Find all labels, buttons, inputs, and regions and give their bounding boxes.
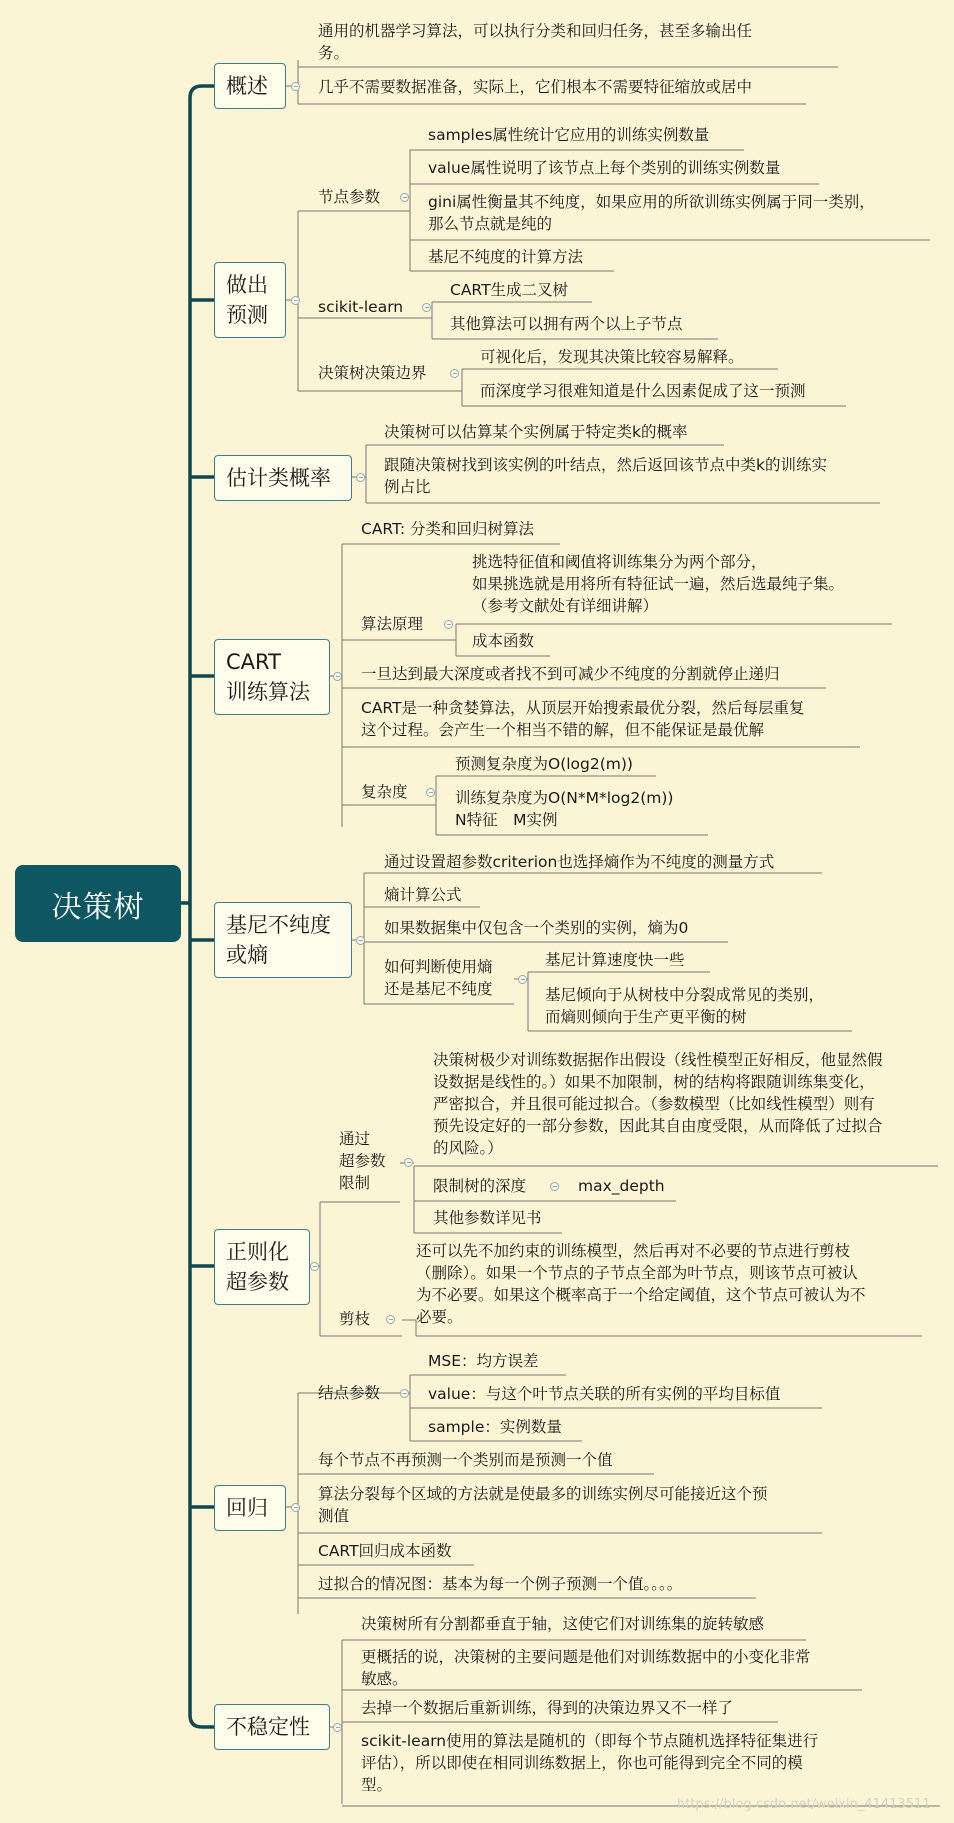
collapse-toggle-icon[interactable] <box>400 1389 409 1398</box>
leaf-text: 限制树的深度 <box>433 1177 527 1195</box>
node-regularization[interactable]: 正则化 超参数 <box>214 1229 310 1305</box>
leaf-text: sample：实例数量 <box>428 1418 562 1436</box>
leaf-text: 更概括的说，决策树的主要问题是他们对训练数据中的小变化非常 敏感。 <box>361 1648 811 1688</box>
leaf-text: MSE：均方误差 <box>428 1352 539 1370</box>
collapse-toggle-icon[interactable] <box>291 1503 300 1512</box>
leaf-text: 而深度学习很难知道是什么因素促成了这一预测 <box>480 382 806 400</box>
collapse-toggle-icon[interactable] <box>400 193 409 202</box>
leaf-text: 熵计算公式 <box>384 886 462 904</box>
leaf-text: 跟随决策树找到该实例的叶结点，然后返回该节点中类k的训练实 例占比 <box>384 456 827 496</box>
collapse-toggle-icon[interactable] <box>356 473 365 482</box>
leaf-text: 算法分裂每个区域的方法就是使最多的训练实例尽可能接近这个预 测值 <box>318 1485 768 1525</box>
leaf-text: gini属性衡量其不纯度，如果应用的所欲训练实例属于同一类别， 那么节点就是纯的 <box>428 193 875 233</box>
leaf-text: 基尼不纯度的计算方法 <box>428 248 584 266</box>
subnode-leaf-params: 结点参数 <box>318 1384 381 1402</box>
subnode-judge: 如何判断使用熵 还是基尼不纯度 <box>384 958 493 998</box>
leaf-text: 其他算法可以拥有两个以上子节点 <box>450 315 683 333</box>
node-overview[interactable]: 概述 <box>214 63 286 109</box>
leaf-text: 决策树极少对训练数据据作出假设（线性模型正好相反，他显然假 设数据是线性的。）如果不加限制，树的结构将跟随训练集变化， 严密拟合，并且很可能过拟合。（参数模型（比如线性模型）则有 预先设定好的一部分参数，因此其自由度受限，从而降低了过拟合 的风险。） <box>433 1051 883 1157</box>
collapse-toggle-icon[interactable] <box>450 369 459 378</box>
leaf-text: 基尼计算速度快一些 <box>545 951 685 969</box>
leaf-text: 一旦达到最大深度或者找不到可减少不纯度的分割就停止递归 <box>361 665 780 683</box>
leaf-text: 还可以先不加约束的训练模型，然后再对不必要的节点进行剪枝 （删除）。如果一个节点的子节点全部为叶节点，则该节点可被认 为不必要。如果这个概率高于一个给定阈值，这个节点可被认为不 必要。 <box>416 1242 866 1326</box>
collapse-toggle-icon[interactable] <box>291 82 300 91</box>
leaf-text: 通用的机器学习算法，可以执行分类和回归任务，甚至多输出任 务。 <box>318 22 753 62</box>
collapse-toggle-icon[interactable] <box>518 975 527 984</box>
leaf-text: CART: 分类和回归树算法 <box>361 520 534 538</box>
subnode-prune: 剪枝 <box>339 1310 371 1328</box>
leaf-text: CART是一种贪婪算法，从顶层开始搜索最优分裂，然后每层重复 这个过程。会产生一个相当不错的解，但不能保证是最优解 <box>361 699 805 739</box>
collapse-toggle-icon[interactable] <box>444 620 453 629</box>
leaf-text: CART回归成本函数 <box>318 1542 452 1560</box>
leaf-text: 决策树可以估算某个实例属于特定类k的概率 <box>384 423 688 441</box>
collapse-toggle-icon[interactable] <box>404 1158 413 1167</box>
subnode-sklearn: scikit-learn <box>318 298 404 316</box>
collapse-toggle-icon[interactable] <box>426 788 435 797</box>
collapse-toggle-icon[interactable] <box>386 1315 395 1324</box>
leaf-text: max_depth <box>578 1177 665 1195</box>
subnode-node-params: 节点参数 <box>318 188 381 206</box>
leaf-text: 通过设置超参数criterion也选择熵作为不纯度的测量方式 <box>384 853 775 871</box>
collapse-toggle-icon[interactable] <box>356 936 365 945</box>
node-regression[interactable]: 回归 <box>214 1485 286 1531</box>
leaf-text: value：与这个叶节点关联的所有实例的平均目标值 <box>428 1385 781 1403</box>
node-class-probability[interactable]: 估计类概率 <box>214 455 352 501</box>
collapse-toggle-icon[interactable] <box>291 296 300 305</box>
leaf-text: 基尼倾向于从树枝中分裂成常见的类别， 而熵则倾向于生产更平衡的树 <box>545 986 825 1026</box>
leaf-text: 去掉一个数据后重新训练，得到的决策边界又不一样了 <box>361 1699 734 1717</box>
collapse-toggle-icon[interactable] <box>550 1182 559 1191</box>
leaf-text: 挑选特征值和阈值将训练集分为两个部分， 如果挑选就是用将所有特征试一遍，然后选最纯子集。 （参考文献处有详细讲解） <box>472 553 845 615</box>
leaf-text: scikit-learn使用的算法是随机的（即每个节点随机选择特征集进行 评估），所以即使在相同训练数据上，你也可能得到完全不同的模 型。 <box>361 1732 819 1794</box>
subnode-boundary: 决策树决策边界 <box>318 364 427 382</box>
leaf-text: value属性说明了该节点上每个类别的训练实例数量 <box>428 159 781 177</box>
collapse-toggle-icon[interactable] <box>422 303 431 312</box>
watermark: https://blog.csdn.net/weixin_41413511 <box>677 1797 931 1812</box>
collapse-toggle-icon[interactable] <box>333 1723 342 1732</box>
subnode-complexity: 复杂度 <box>361 783 408 801</box>
leaf-text: 如果数据集中仅包含一个类别的实例，熵为0 <box>384 919 689 937</box>
node-cart[interactable]: CART 训练算法 <box>214 639 330 715</box>
leaf-text: 成本函数 <box>472 632 535 650</box>
leaf-text: 预测复杂度为O(log2(m)) <box>455 755 633 773</box>
node-predict[interactable]: 做出 预测 <box>214 262 286 338</box>
node-instability[interactable]: 不稳定性 <box>214 1704 330 1750</box>
leaf-text: 决策树所有分割都垂直于轴，这使它们对训练集的旋转敏感 <box>361 1615 765 1633</box>
subnode-hyperparams: 通过 超参数 限制 <box>339 1130 386 1192</box>
leaf-text: 过拟合的情况图：基本为每一个例子预测一个值。。。。 <box>318 1575 683 1593</box>
leaf-text: 训练复杂度为O(N*M*log2(m)) N特征 M实例 <box>455 789 674 829</box>
collapse-toggle-icon[interactable] <box>310 1262 319 1271</box>
leaf-text: 几乎不需要数据准备，实际上，它们根本不需要特征缩放或居中 <box>318 78 753 96</box>
root-node[interactable]: 决策树 <box>15 865 181 942</box>
leaf-text: samples属性统计它应用的训练实例数量 <box>428 126 710 144</box>
collapse-toggle-icon[interactable] <box>333 672 342 681</box>
subnode-principle: 算法原理 <box>361 615 424 633</box>
leaf-text: 可视化后，发现其决策比较容易解释。 <box>480 348 744 366</box>
leaf-text: 每个节点不再预测一个类别而是预测一个值 <box>318 1451 613 1469</box>
node-gini-entropy[interactable]: 基尼不纯度 或熵 <box>214 902 352 978</box>
leaf-text: CART生成二叉树 <box>450 281 569 299</box>
leaf-text: 其他参数详见书 <box>433 1209 542 1227</box>
